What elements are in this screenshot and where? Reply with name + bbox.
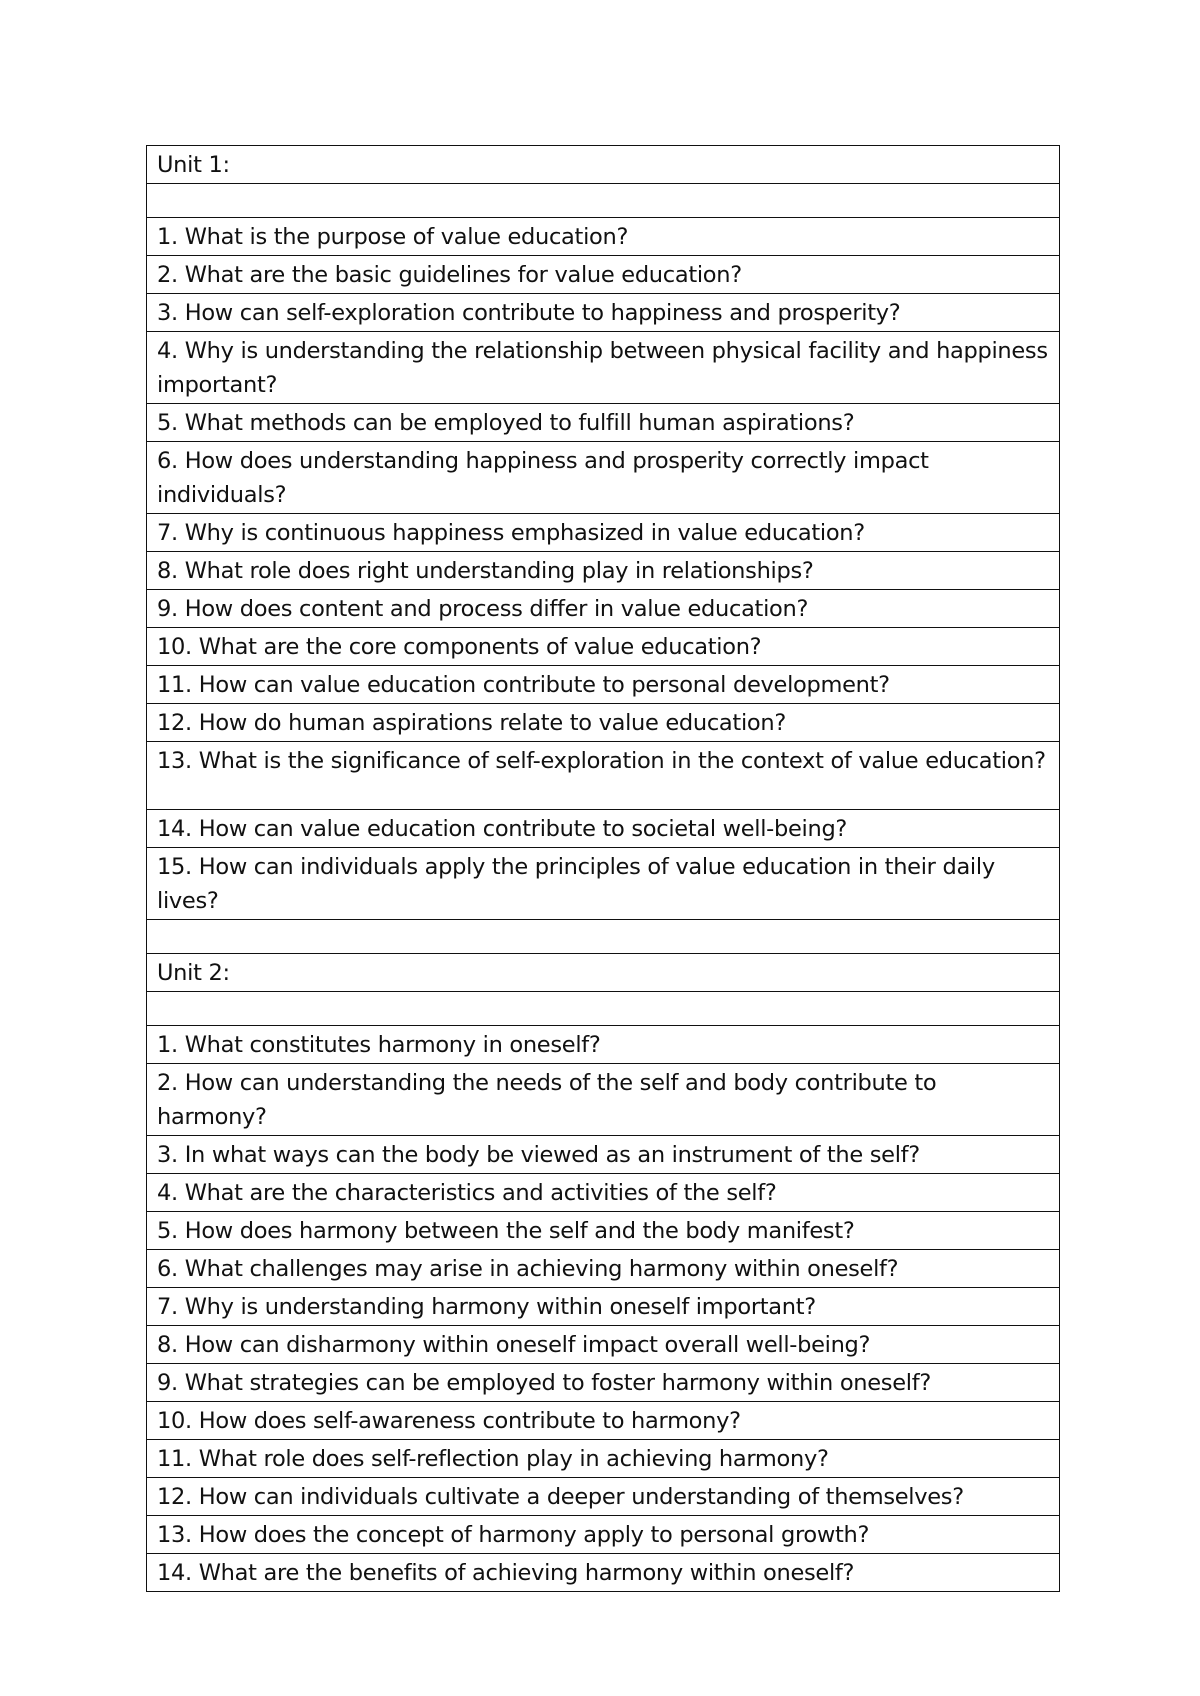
unit-heading-row [147, 146, 1060, 184]
blank-row [147, 184, 1060, 218]
unit-heading: Unit 1: [147, 146, 1060, 184]
question-row [147, 1026, 1060, 1064]
question-text: 14. What are the benefits of achieving harmony within oneself? [147, 1554, 1060, 1592]
question-row [147, 552, 1060, 590]
question-row [147, 1212, 1060, 1250]
question-text: 15. How can individuals apply the principles of value education in their daily lives? [147, 848, 1060, 920]
question-row [147, 332, 1060, 404]
question-row [147, 1478, 1060, 1516]
question-text: 11. How can value education contribute to personal development? [147, 666, 1060, 704]
question-text: 12. How do human aspirations relate to value education? [147, 704, 1060, 742]
question-text: 11. What role does self-reflection play in achieving harmony? [147, 1440, 1060, 1478]
question-row [147, 1440, 1060, 1478]
question-text: 3. How can self-exploration contribute to happiness and prosperity? [147, 294, 1060, 332]
question-text: 14. How can value education contribute to societal well-being? [147, 810, 1060, 848]
question-row [147, 590, 1060, 628]
question-text: 9. How does content and process differ in value education? [147, 590, 1060, 628]
question-row [147, 442, 1060, 514]
question-text: 13. How does the concept of harmony apply to personal growth? [147, 1516, 1060, 1554]
question-text: 2. What are the basic guidelines for value education? [147, 256, 1060, 294]
blank-cell [147, 920, 1060, 954]
unit-heading: Unit 2: [147, 954, 1060, 992]
question-text: 7. Why is understanding harmony within oneself important? [147, 1288, 1060, 1326]
question-text: 10. What are the core components of value education? [147, 628, 1060, 666]
blank-cell [147, 184, 1060, 218]
unit-heading-row [147, 954, 1060, 992]
question-row [147, 666, 1060, 704]
question-row [147, 514, 1060, 552]
question-text: 13. What is the significance of self-exploration in the context of value education? [147, 742, 1060, 810]
question-row [147, 628, 1060, 666]
question-row [147, 704, 1060, 742]
question-text: 12. How can individuals cultivate a deeper understanding of themselves? [147, 1478, 1060, 1516]
question-text: 4. Why is understanding the relationship between physical facility and happiness important? [147, 332, 1060, 404]
question-row [147, 256, 1060, 294]
question-text: 1. What is the purpose of value education? [147, 218, 1060, 256]
question-row [147, 810, 1060, 848]
question-text: 8. How can disharmony within oneself impact overall well-being? [147, 1326, 1060, 1364]
question-row [147, 404, 1060, 442]
question-row [147, 1136, 1060, 1174]
question-text: 4. What are the characteristics and activities of the self? [147, 1174, 1060, 1212]
question-row [147, 1326, 1060, 1364]
blank-row [147, 992, 1060, 1026]
question-row [147, 1402, 1060, 1440]
question-row [147, 1554, 1060, 1592]
question-text: 10. How does self-awareness contribute to harmony? [147, 1402, 1060, 1440]
question-text: 6. What challenges may arise in achieving harmony within oneself? [147, 1250, 1060, 1288]
question-table-body [147, 146, 1060, 1592]
blank-cell [147, 992, 1060, 1026]
question-row [147, 1288, 1060, 1326]
question-text: 1. What constitutes harmony in oneself? [147, 1026, 1060, 1064]
question-row [147, 1250, 1060, 1288]
question-row [147, 1174, 1060, 1212]
question-text: 7. Why is continuous happiness emphasized in value education? [147, 514, 1060, 552]
question-text: 2. How can understanding the needs of the self and body contribute to harmony? [147, 1064, 1060, 1136]
question-text: 5. How does harmony between the self and the body manifest? [147, 1212, 1060, 1250]
question-text: 5. What methods can be employed to fulfill human aspirations? [147, 404, 1060, 442]
question-text: 3. In what ways can the body be viewed as an instrument of the self? [147, 1136, 1060, 1174]
question-row [147, 848, 1060, 920]
question-table [146, 145, 1060, 1592]
question-row [147, 294, 1060, 332]
question-text: 9. What strategies can be employed to foster harmony within oneself? [147, 1364, 1060, 1402]
blank-row [147, 920, 1060, 954]
question-row [147, 218, 1060, 256]
question-text: 6. How does understanding happiness and prosperity correctly impact individuals? [147, 442, 1060, 514]
question-row [147, 1364, 1060, 1402]
question-row [147, 1516, 1060, 1554]
question-row [147, 1064, 1060, 1136]
question-text: 8. What role does right understanding play in relationships? [147, 552, 1060, 590]
question-row [147, 742, 1060, 810]
